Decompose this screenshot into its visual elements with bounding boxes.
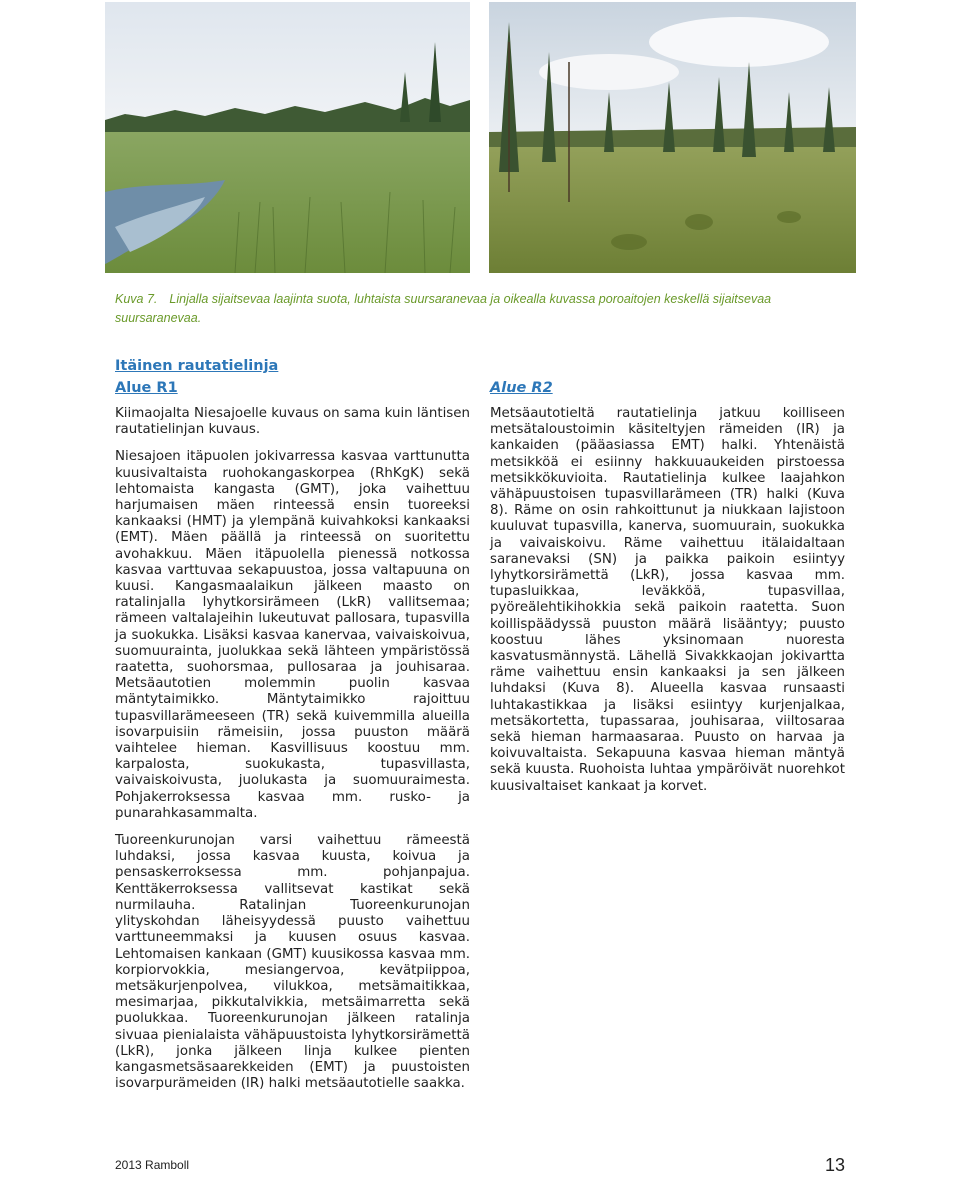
paragraph: Tuoreenkurunojan varsi vaihettuu rämeestä luhdaksi, jossa kasvaa kuusta, koivua ja pensaskerroksessa mm. pohjanpajua. Kenttäkerroksessa vallitsevat kastikat sekä nurmilauha. Ratalinjan Tuoreenkurunojan ylityskohdan läheisyydessä puusto vaihettuu varttuneemmaksi ja kuusen osuus kasvaa. Lehtomaisen kankaan (GMT) kuusikossa kasvaa mm. korpiorvokkia, mesiangervoa, kevätpiippoa, metsäkurjenpolvea, vilukkoa, metsämaitikkaa, mesimarjaa, pikkutalvikkia, metsäimarretta sekä puolukkaa. Tuoreenkurunojan jälkeen ratalinja sivuaa pienialaista vähäpuustoista lyhytkorsirämettä (LkR), jonka jälkeen linja kulkee pienten kangasmetsäsaarekkeiden (EMT) ja puustoisten isovarpurämeiden (IR) halki metsäautotielle saakka. <box>115 833 470 1092</box>
caption-text: Linjalla sijaitsevaa laajinta suota, luhtaista suursaranevaa ja oikealla kuvassa poroaitojen keskellä sijaitsevaa suursaranevaa. <box>115 292 772 325</box>
bog-photo-icon <box>489 2 856 273</box>
bog-photo <box>489 2 856 273</box>
right-column <box>490 378 845 795</box>
paragraph: Kiimaojalta Niesajoelle kuvaus on sama kuin läntisen rautatielinjan kuvaus. <box>115 406 470 438</box>
subsection-heading-r1: Alue R1 <box>115 380 178 396</box>
caption-label: Kuva 7. <box>115 292 158 306</box>
wetland-photo-icon <box>105 2 470 273</box>
section-heading: Itäinen rautatielinja <box>115 358 279 374</box>
left-column <box>115 356 470 1092</box>
subsection-heading-r2: Alue R2 <box>490 380 553 396</box>
figure-caption <box>115 290 845 328</box>
paragraph: Niesajoen itäpuolen jokivarressa kasvaa varttunutta kuusivaltaista ruohokangaskorpea (RhKgK) sekä lehtomaista kangasta (GMT), joka vaihettuu harjumaisen mäen rinteessä ensin tuoreeksi kankaaksi (HMT) ja ylempänä kuivahkoksi kankaaksi (EMT). Mäen päällä ja rinteessä on suoritettu avohakkuu. Mäen itäpuolella pienessä notkossa kasvaa varttuvaa sekapuustoa, jossa valtapuuna on kuusi. Kangasmaalaikun jälkeen maasto on ratalinjalla lyhytkorsirämeen (LkR) vallitsemaa; rämeen valtalajeihin lukeutuvat pallosara, tupasvilla ja suokukka. Lisäksi kasvaa kanervaa, vaivaiskoivua, suomuurainta, juolukkaa sekä lähteen ympäristössä raatetta, suohorsmaa, pullosaraa ja jouhisaraa. Metsäautotien molemmin puolin kasvaa mäntytaimikko. Mäntytaimikko rajoittuu tupasvillarämeeseen (TR) sekä kuivemmilla alueilla isovarpuisiin rämeisiin, jossa puuston määrä vaihtelee hieman. Kasvillisuus koostuu mm. karpalosta, suokukasta, tupasvillasta, vaivaiskoivusta, juolukasta ja suomuuraimesta. Pohjakerroksessa kasvaa mm. rusko- ja punarahkasammalta. <box>115 449 470 821</box>
page-number: 13 <box>824 1155 845 1175</box>
wetland-photo <box>105 2 470 273</box>
paragraph: Metsäautotieltä rautatielinja jatkuu koilliseen metsätaloustoimin käsiteltyjen rämeiden (IR) ja kankaiden (pääasiassa EMT) halki. Yhtenäistä metsikköä ei esiinny hakkuuaukeiden pirstoessa metsikkökuvioita. Rautatielinja kulkee laajahkon vähäpuustoisen tupasvillarämeen (TR) halki (Kuva 8). Räme on osin rahkoittunut ja niukkaan lajistoon kuuluvat tupasvilla, kanerva, suomuurain, suokukka ja vaivaiskoivu. Räme vaihettuu itälaidaltaan saranevaksi (SN) ja paikka paikoin esiintyy lyhytkorsirämettä (LkR), jossa kasvaa mm. tupasluikkaa, leväkköä, tupasvillaa, pyöreälehtikihokkia sekä paikoin raatetta. Suon koillispäädyssä puuston määrä lisääntyy; puusto koostuu lähes yksinomaan nuoresta kasvatusmännystä. Lähellä Sivakkkaojan jokivartta räme vaihettuu ensin kankaaksi ja sen jälkeen luhdaksi (Kuva 8). Alueella kasvaa runsaasti luhtakastikkaa ja lisäksi esiintyy kurjenjalkaa, metsäkortetta, tupassaraa, jouhisaraa, viiltosaraa sekä hieman harmaasaraa. Puusto on harvaa ja koivuvaltaista. Sekapuuna kasvaa hieman mäntyä sekä kuusta. Ruohoista luhtaa ympäröivät nuorehkot kuusivaltaiset kankaat ja korvet. <box>490 406 845 794</box>
footer-copyright: 2013 Ramboll <box>115 1158 190 1172</box>
